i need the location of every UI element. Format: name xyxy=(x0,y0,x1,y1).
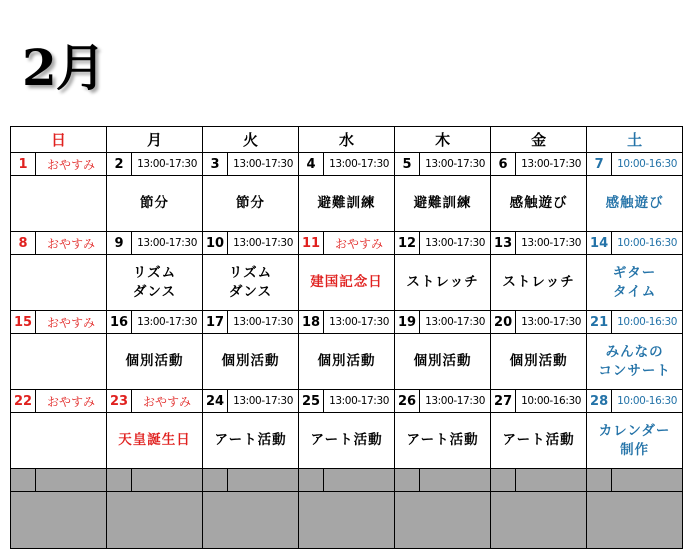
day-number: 23 xyxy=(107,390,132,413)
opening-hours: 10:00-16:30 xyxy=(612,311,683,334)
event-cell: ストレッチ xyxy=(491,255,587,311)
day-number: 3 xyxy=(203,153,228,176)
event-cell: 個別活動 xyxy=(299,334,395,390)
event-cell: 個別活動 xyxy=(395,334,491,390)
event-cell: 個別活動 xyxy=(491,334,587,390)
day-number: 25 xyxy=(299,390,324,413)
day-number: 4 xyxy=(299,153,324,176)
opening-hours: 13:00-17:30 xyxy=(228,390,299,413)
event-cell: ギター タイム xyxy=(587,255,683,311)
weekday-sat: 土 xyxy=(587,127,683,153)
day-number: 19 xyxy=(395,311,420,334)
day-number: 22 xyxy=(11,390,36,413)
empty-cell xyxy=(107,469,132,492)
event-cell: ストレッチ xyxy=(395,255,491,311)
event-cell: 節分 xyxy=(107,176,203,232)
event-cell xyxy=(11,176,107,232)
event-cell: アート活動 xyxy=(491,413,587,469)
empty-cell xyxy=(107,492,203,549)
day-number: 9 xyxy=(107,232,132,255)
event-cell: 個別活動 xyxy=(203,334,299,390)
event-cell: リズム ダンス xyxy=(107,255,203,311)
event-row xyxy=(11,334,683,390)
empty-cell xyxy=(587,469,612,492)
day-off-label: おやすみ xyxy=(324,232,395,255)
day-number: 10 xyxy=(203,232,228,255)
event-cell: 避難訓練 xyxy=(395,176,491,232)
opening-hours: 10:00-16:30 xyxy=(612,232,683,255)
event-cell: アート活動 xyxy=(395,413,491,469)
event-cell: 感触遊び xyxy=(587,176,683,232)
event-cell: 節分 xyxy=(203,176,299,232)
event-row xyxy=(11,413,683,469)
empty-cell xyxy=(11,492,107,549)
empty-event-row xyxy=(11,492,683,549)
event-cell: カレンダー 制作 xyxy=(587,413,683,469)
weekday-tue: 火 xyxy=(203,127,299,153)
event-cell xyxy=(11,255,107,311)
opening-hours: 13:00-17:30 xyxy=(516,232,587,255)
empty-cell xyxy=(324,469,395,492)
empty-date-row xyxy=(11,469,683,492)
day-number: 26 xyxy=(395,390,420,413)
opening-hours: 10:00-16:30 xyxy=(516,390,587,413)
opening-hours: 13:00-17:30 xyxy=(228,153,299,176)
empty-cell xyxy=(132,469,203,492)
opening-hours: 13:00-17:30 xyxy=(228,232,299,255)
empty-cell xyxy=(612,469,683,492)
day-number: 20 xyxy=(491,311,516,334)
day-number: 6 xyxy=(491,153,516,176)
opening-hours: 10:00-16:30 xyxy=(612,153,683,176)
event-cell: 感触遊び xyxy=(491,176,587,232)
empty-cell xyxy=(203,492,299,549)
day-number: 18 xyxy=(299,311,324,334)
opening-hours: 13:00-17:30 xyxy=(132,311,203,334)
day-number: 7 xyxy=(587,153,612,176)
day-number: 16 xyxy=(107,311,132,334)
day-off-label: おやすみ xyxy=(36,153,107,176)
day-off-label: おやすみ xyxy=(132,390,203,413)
empty-cell xyxy=(587,492,683,549)
opening-hours: 13:00-17:30 xyxy=(420,390,491,413)
day-number: 17 xyxy=(203,311,228,334)
day-off-label: おやすみ xyxy=(36,390,107,413)
opening-hours: 13:00-17:30 xyxy=(132,232,203,255)
event-cell: 避難訓練 xyxy=(299,176,395,232)
date-row xyxy=(11,390,683,413)
event-cell: 建国記念日 xyxy=(299,255,395,311)
event-cell: 天皇誕生日 xyxy=(107,413,203,469)
date-row xyxy=(11,311,683,334)
day-off-label: おやすみ xyxy=(36,311,107,334)
event-cell xyxy=(11,334,107,390)
weekday-fri: 金 xyxy=(491,127,587,153)
day-number: 8 xyxy=(11,232,36,255)
weekday-header-row xyxy=(11,127,683,153)
opening-hours: 13:00-17:30 xyxy=(132,153,203,176)
empty-cell xyxy=(228,469,299,492)
event-cell: アート活動 xyxy=(299,413,395,469)
day-number: 21 xyxy=(587,311,612,334)
empty-cell xyxy=(395,469,420,492)
day-number: 24 xyxy=(203,390,228,413)
empty-cell xyxy=(395,492,491,549)
empty-cell xyxy=(491,469,516,492)
day-number: 1 xyxy=(11,153,36,176)
event-row xyxy=(11,255,683,311)
weekday-mon: 月 xyxy=(107,127,203,153)
event-cell: 個別活動 xyxy=(107,334,203,390)
day-number: 2 xyxy=(107,153,132,176)
weekday-wed: 水 xyxy=(299,127,395,153)
empty-cell xyxy=(11,469,36,492)
day-number: 5 xyxy=(395,153,420,176)
opening-hours: 13:00-17:30 xyxy=(516,153,587,176)
day-number: 14 xyxy=(587,232,612,255)
day-number: 12 xyxy=(395,232,420,255)
day-number: 11 xyxy=(299,232,324,255)
opening-hours: 13:00-17:30 xyxy=(324,390,395,413)
opening-hours: 13:00-17:30 xyxy=(420,311,491,334)
date-row xyxy=(11,153,683,176)
empty-cell xyxy=(420,469,491,492)
day-off-label: おやすみ xyxy=(36,232,107,255)
month-title: 2月 xyxy=(22,38,105,97)
opening-hours: 13:00-17:30 xyxy=(228,311,299,334)
empty-cell xyxy=(203,469,228,492)
date-row xyxy=(11,232,683,255)
opening-hours: 13:00-17:30 xyxy=(420,232,491,255)
event-cell: みんなの コンサート xyxy=(587,334,683,390)
weekday-thu: 木 xyxy=(395,127,491,153)
empty-cell xyxy=(491,492,587,549)
event-cell: リズム ダンス xyxy=(203,255,299,311)
event-row xyxy=(11,176,683,232)
event-cell xyxy=(11,413,107,469)
day-number: 27 xyxy=(491,390,516,413)
opening-hours: 13:00-17:30 xyxy=(420,153,491,176)
opening-hours: 13:00-17:30 xyxy=(324,311,395,334)
day-number: 28 xyxy=(587,390,612,413)
weekday-sun: 日 xyxy=(11,127,107,153)
opening-hours: 13:00-17:30 xyxy=(516,311,587,334)
empty-cell xyxy=(36,469,107,492)
day-number: 13 xyxy=(491,232,516,255)
calendar-table xyxy=(10,126,683,549)
empty-cell xyxy=(299,469,324,492)
event-cell: アート活動 xyxy=(203,413,299,469)
opening-hours: 13:00-17:30 xyxy=(324,153,395,176)
opening-hours: 10:00-16:30 xyxy=(612,390,683,413)
empty-cell xyxy=(516,469,587,492)
empty-cell xyxy=(299,492,395,549)
day-number: 15 xyxy=(11,311,36,334)
